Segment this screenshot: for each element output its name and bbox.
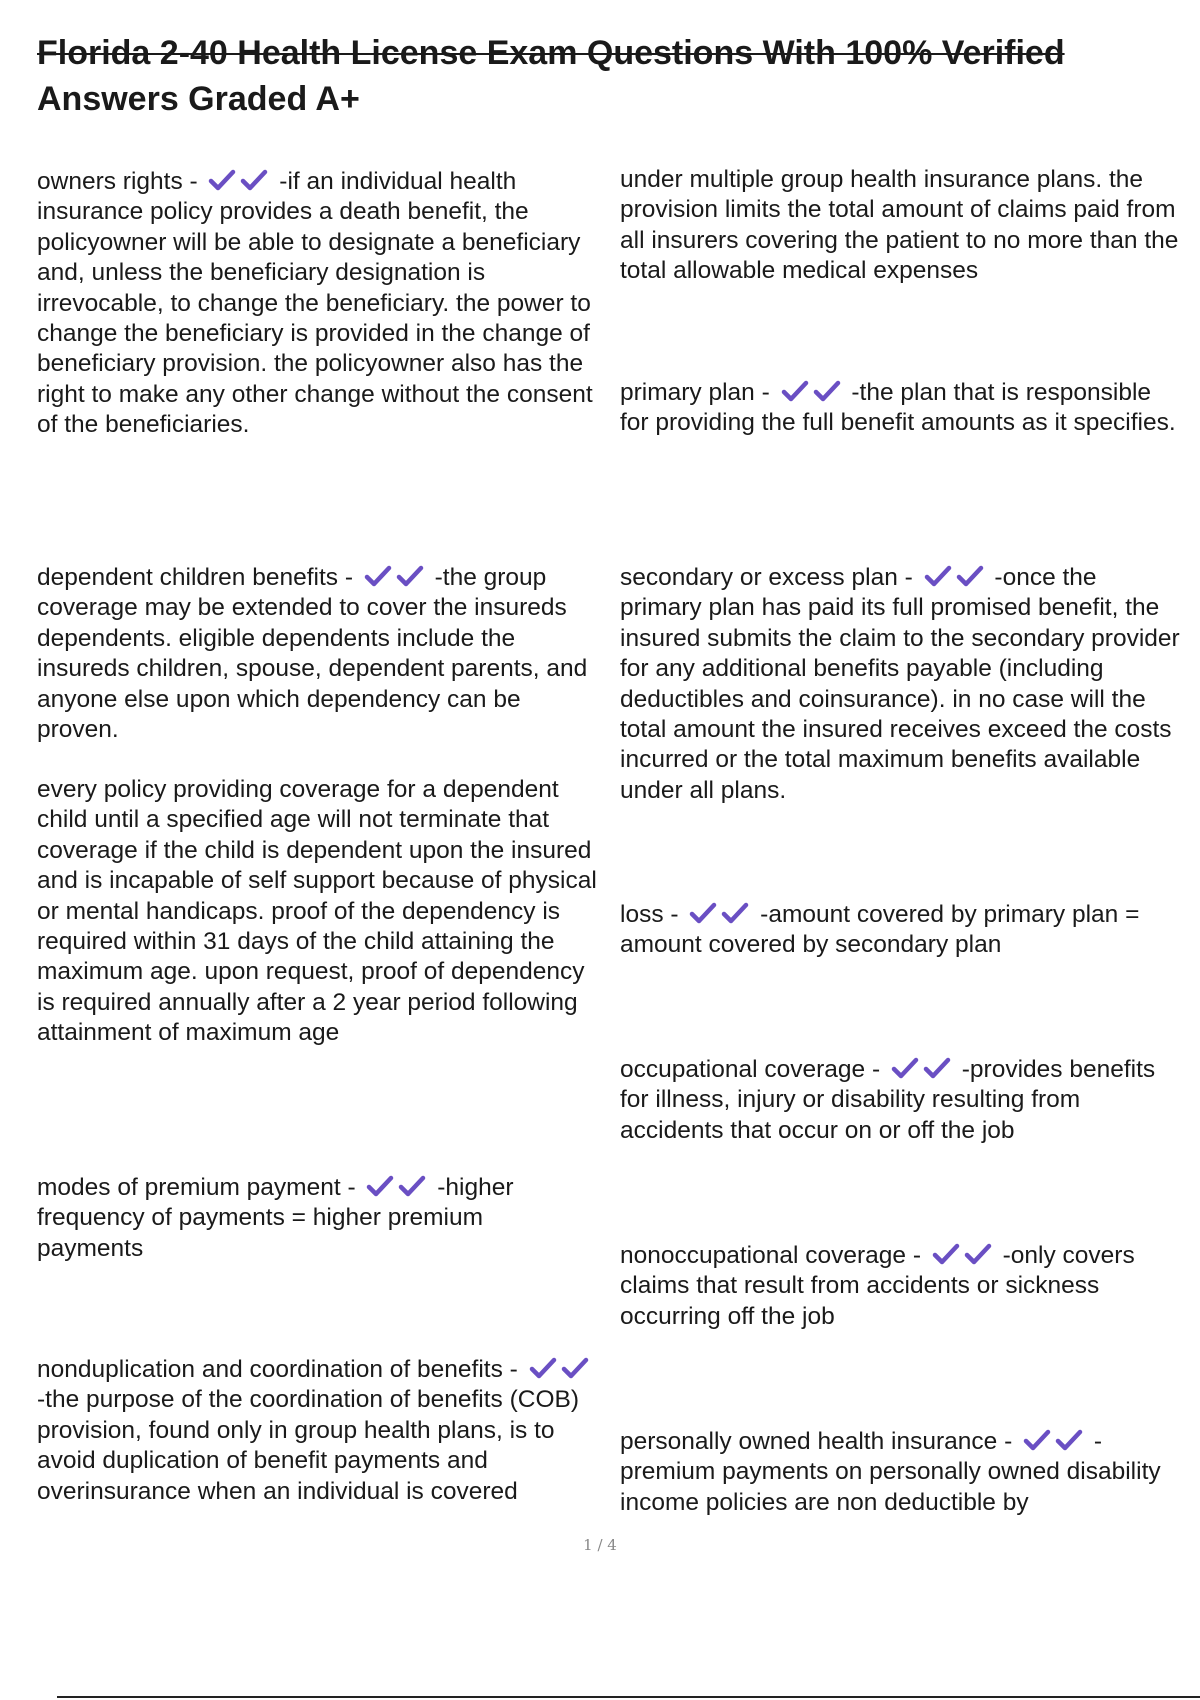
entry-text: under multiple group health insurance plans. the provision limits the total amount of claims paid from all insurers covering the patient to no more than the total allowable medical expenses: [620, 166, 1179, 285]
entry-term: nonoccupational coverage -: [620, 1242, 922, 1269]
entry-term: primary plan -: [620, 379, 770, 406]
double-checkmark-icon: [891, 1056, 951, 1080]
double-checkmark-icon: [529, 1356, 589, 1380]
entry-nonoccupational-coverage: [620, 1241, 1185, 1332]
entry-definition: -higher frequency of payments = higher premium payments: [37, 1174, 514, 1262]
double-checkmark-icon: [208, 168, 268, 192]
entry-dependent-children: [37, 563, 607, 745]
double-checkmark-icon: [1023, 1428, 1083, 1452]
entry-nonduplication: [37, 1355, 607, 1507]
entry-term: modes of premium payment -: [37, 1174, 356, 1201]
entry-text: every policy providing coverage for a dependent child until a specified age will not terminate that coverage if the child is dependent upon the insured and is incapable of self support because of physical or mental handicaps. proof of the dependency is required within 31 days of the child attaining the maximum age. upon request, proof of dependency is required annually after a 2 year period following attainment of maximum age: [37, 776, 597, 1047]
entry-term: loss -: [620, 901, 679, 928]
entry-term: secondary or excess plan -: [620, 564, 913, 591]
entry-term: personally owned health insurance -: [620, 1428, 1013, 1455]
entry-loss: [620, 900, 1185, 961]
entry-definition: -once the primary plan has paid its full promised benefit, the insured submits the claim to the secondary provider for any additional benefits payable (including deductibles and coinsurance). in no case will the total amount the insured receives exceed the costs incurred or the total maximum benefits available under all plans.: [620, 564, 1180, 804]
entry-owners-rights: [37, 167, 607, 441]
entry-personally-owned: [620, 1427, 1185, 1518]
entry-definition: -amount covered by primary plan = amount covered by secondary plan: [620, 901, 1140, 959]
footer-divider: [57, 1696, 1200, 1698]
entry-definition: -the purpose of the coordination of benefits (COB) provision, found only in group health plans, is to avoid duplication of benefit payments and overinsurance when an individual is covered: [37, 1386, 580, 1505]
entry-dependent-children-continued: [37, 775, 607, 1049]
double-checkmark-icon: [924, 564, 984, 588]
entry-definition: -the plan that is responsible for providing the full benefit amounts as it specifies.: [620, 379, 1176, 437]
entry-primary-plan: [620, 378, 1185, 439]
entry-term: owners rights -: [37, 168, 198, 195]
entry-nonduplication-continued: [620, 165, 1185, 287]
entry-modes-of-premium: [37, 1173, 557, 1264]
double-checkmark-icon: [689, 901, 749, 925]
entry-occupational-coverage: [620, 1055, 1185, 1146]
entry-term: nonduplication and coordination of benefits -: [37, 1356, 518, 1383]
double-checkmark-icon: [364, 564, 424, 588]
double-checkmark-icon: [366, 1174, 426, 1198]
title-line-2: Answers Graded A+: [37, 80, 360, 118]
entry-secondary-plan: [620, 563, 1185, 806]
double-checkmark-icon: [932, 1242, 992, 1266]
double-checkmark-icon: [781, 379, 841, 403]
entry-definition: -premium payments on personally owned disability income policies are non deductible by: [620, 1428, 1161, 1516]
page-number: 1 / 4: [583, 1536, 617, 1554]
title-line-1: Florida 2-40 Health License Exam Questions With 100% Verified: [37, 34, 1065, 72]
entry-definition: -the group coverage may be extended to cover the insureds dependents. eligible dependents include the insureds children, spouse, dependent parents, and anyone else upon which dependency can be proven.: [37, 564, 588, 744]
document-title: [37, 30, 1197, 122]
entry-definition: -only covers claims that result from accidents or sickness occurring off the job: [620, 1242, 1135, 1330]
entry-definition: -provides benefits for illness, injury or disability resulting from accidents that occur on or off the job: [620, 1056, 1156, 1144]
entry-term: dependent children benefits -: [37, 564, 353, 591]
entry-term: occupational coverage -: [620, 1056, 881, 1083]
entry-definition: -if an individual health insurance policy provides a death benefit, the policyowner will be able to designate a beneficiary and, unless the beneficiary designation is irrevocable, to change the beneficiary. the power to change the beneficiary is provided in the change of beneficiary provision. the policyowner also has the right to make any other change without the consent of the beneficiaries.: [37, 168, 593, 439]
